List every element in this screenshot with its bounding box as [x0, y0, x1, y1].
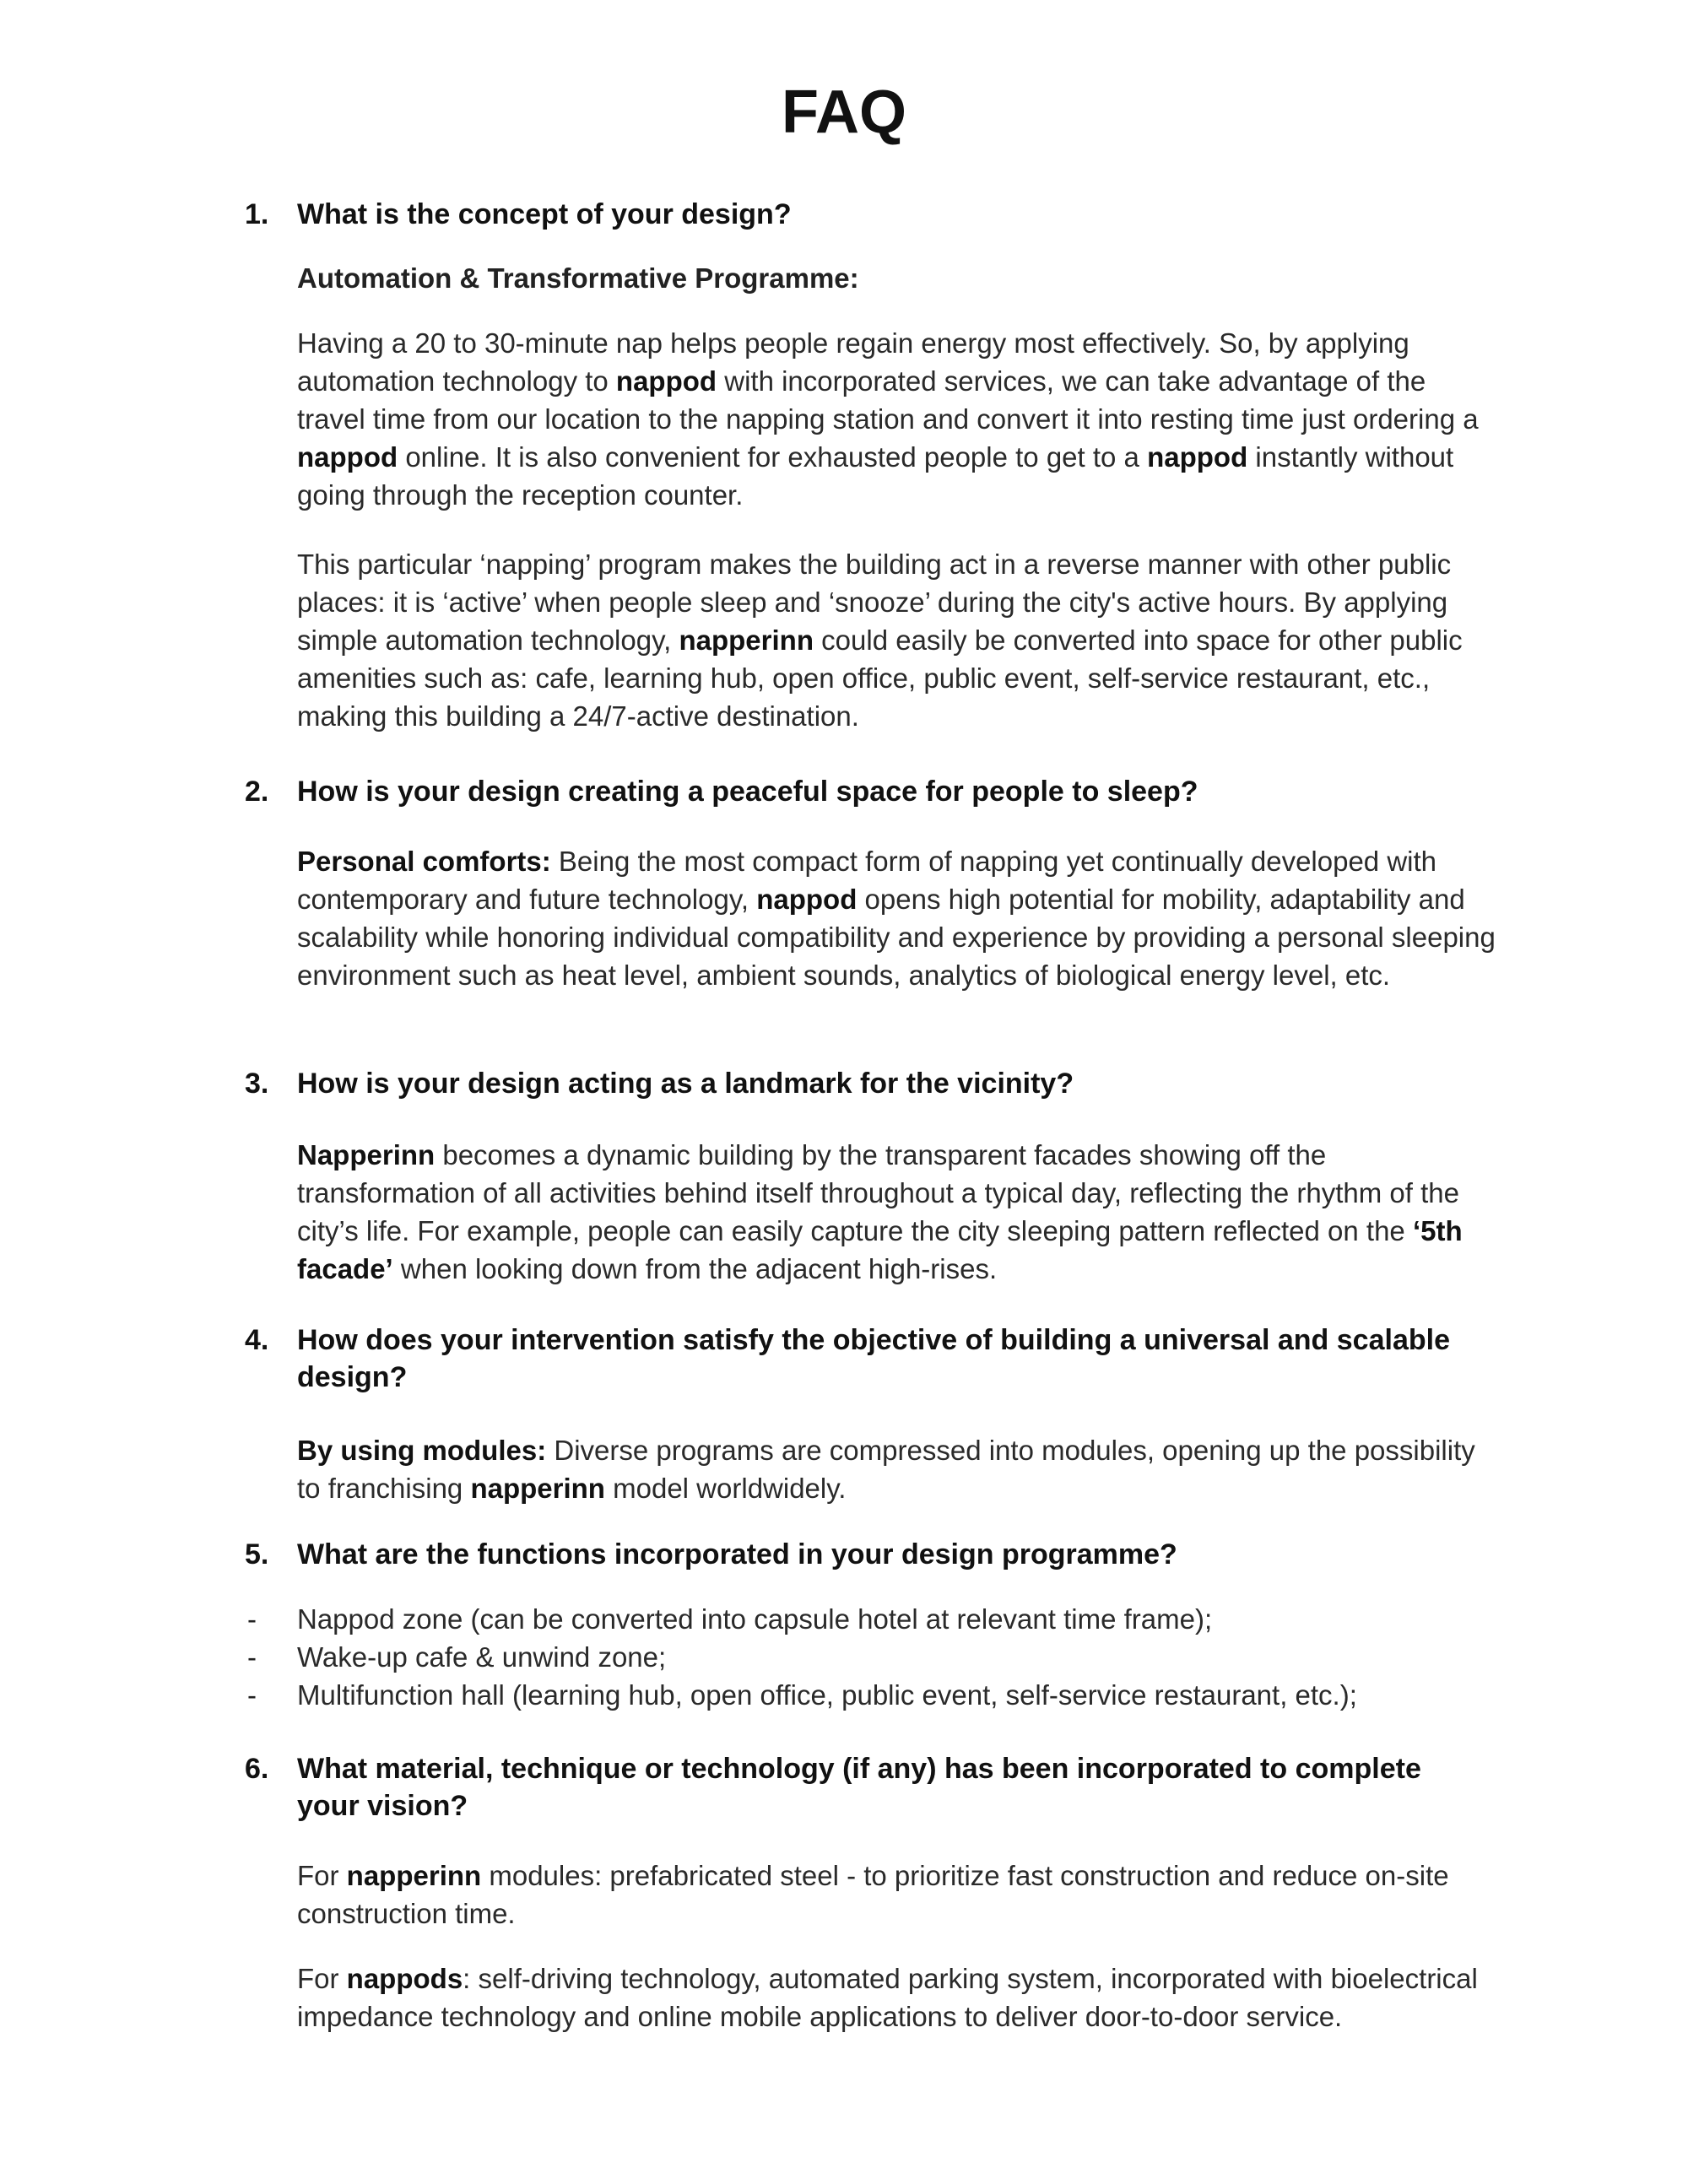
answer-text: For: [297, 1860, 347, 1891]
faq-answer-paragraph: [297, 1960, 1496, 2035]
bold-term: nappod: [615, 365, 717, 397]
bold-term: nappod: [1147, 441, 1248, 473]
question-number: 3.: [245, 1068, 269, 1100]
faq-answer-paragraph: [297, 1431, 1496, 1507]
answer-text: could easily be converted into space for other public amenities such as: cafe, learning hub, open office, public event, self-service restaurant, etc., making this building a 24/7-active destination.: [297, 624, 1463, 732]
list-bullet: -: [247, 1679, 257, 1711]
bold-term: ‘5th facade’: [297, 1215, 1463, 1284]
question-number: 5.: [245, 1538, 269, 1570]
answer-text: opens high potential for mobility, adaptability and scalability while honoring individual compatibility and experience by providing a personal sleeping environment such as heat level, ambient sounds, analytics of biological energy level, etc.: [297, 884, 1496, 991]
question-number: 6.: [245, 1753, 269, 1785]
list-item: Nappod zone (can be converted into capsule hotel at relevant time frame);: [297, 1603, 1213, 1635]
faq-question: What are the functions incorporated in your design programme?: [297, 1538, 1177, 1570]
page-title: FAQ: [781, 78, 906, 146]
bold-term: Napperinn: [297, 1139, 436, 1170]
faq-question: How is your design acting as a landmark for the vicinity?: [297, 1068, 1074, 1100]
bold-term: nappods: [346, 1963, 463, 1994]
answer-text: model worldwidely.: [604, 1473, 847, 1504]
faq-question: What material, technique or technology (if any) has been incorporated to complete your vision?: [297, 1753, 1421, 1822]
bold-term: Personal comforts:: [297, 846, 551, 877]
faq-question: How is your design creating a peaceful space for people to sleep?: [297, 776, 1198, 808]
answer-text: : self-driving technology, automated parking system, incorporated with bioelectrical impedance technology and online mobile applications to deliver door-to-door service.: [297, 1963, 1478, 2032]
answer-text: instantly without going through the reception counter.: [297, 441, 1454, 511]
faq-question: What is the concept of your design?: [297, 198, 792, 230]
list-item: Wake-up cafe & unwind zone;: [297, 1641, 667, 1673]
bold-term: nappod: [756, 884, 858, 915]
answer-text: modules: prefabricated steel - to prioritize fast construction and reduce on-site construction time.: [297, 1860, 1449, 1929]
answer-text: becomes a dynamic building by the transparent facades showing off the transformation of all activities behind itself throughout a typical day, reflecting the rhythm of the city’s life. For example, people can easily capture the city sleeping pattern reflected on the: [297, 1139, 1459, 1246]
question-number: 1.: [245, 198, 269, 230]
bold-term: napperinn: [346, 1860, 482, 1891]
list-bullet: -: [247, 1641, 257, 1673]
faq-answer-paragraph: [297, 324, 1496, 514]
answer-text: For: [297, 1963, 347, 1994]
bold-term: By using modules:: [297, 1435, 547, 1466]
answer-text: when looking down from the adjacent high-rises.: [392, 1253, 998, 1284]
faq-answer-paragraph: [297, 1136, 1496, 1288]
bold-term: nappod: [297, 441, 398, 473]
answer-text: This particular ‘napping’ program makes the building act in a reverse manner with other public places: it is ‘active’ when people sleep and ‘snooze’ during the city's active hours. By applying simple automation technology,: [297, 549, 1452, 656]
answer-text: online. It is also convenient for exhausted people to get to a: [398, 441, 1148, 473]
answer-text: with incorporated services, we can take advantage of the travel time from our location to the napping station and convert it into resting time just ordering a: [297, 365, 1479, 435]
answer-text: Having a 20 to 30-minute nap helps people regain energy most effectively. So, by applying automation technology to: [297, 327, 1409, 397]
faq-answer-paragraph: [297, 1857, 1496, 1933]
bold-term: napperinn: [470, 1473, 605, 1504]
question-number: 4.: [245, 1324, 269, 1356]
faq-subheading: Automation & Transformative Programme:: [297, 262, 859, 294]
answer-text: Diverse programs are compressed into modules, opening up the possibility to franchising: [297, 1435, 1475, 1504]
bold-term: napperinn: [679, 624, 814, 656]
answer-text: Being the most compact form of napping yet continually developed with contemporary and future technology,: [297, 846, 1437, 915]
list-bullet: -: [247, 1603, 257, 1635]
faq-answer-paragraph: [297, 842, 1496, 994]
question-number: 2.: [245, 776, 269, 808]
faq-answer-paragraph: [297, 545, 1496, 735]
faq-question: How does your intervention satisfy the objective of building a universal and scalable design?: [297, 1324, 1450, 1393]
list-item: Multifunction hall (learning hub, open office, public event, self-service restaurant, etc.);: [297, 1679, 1357, 1711]
